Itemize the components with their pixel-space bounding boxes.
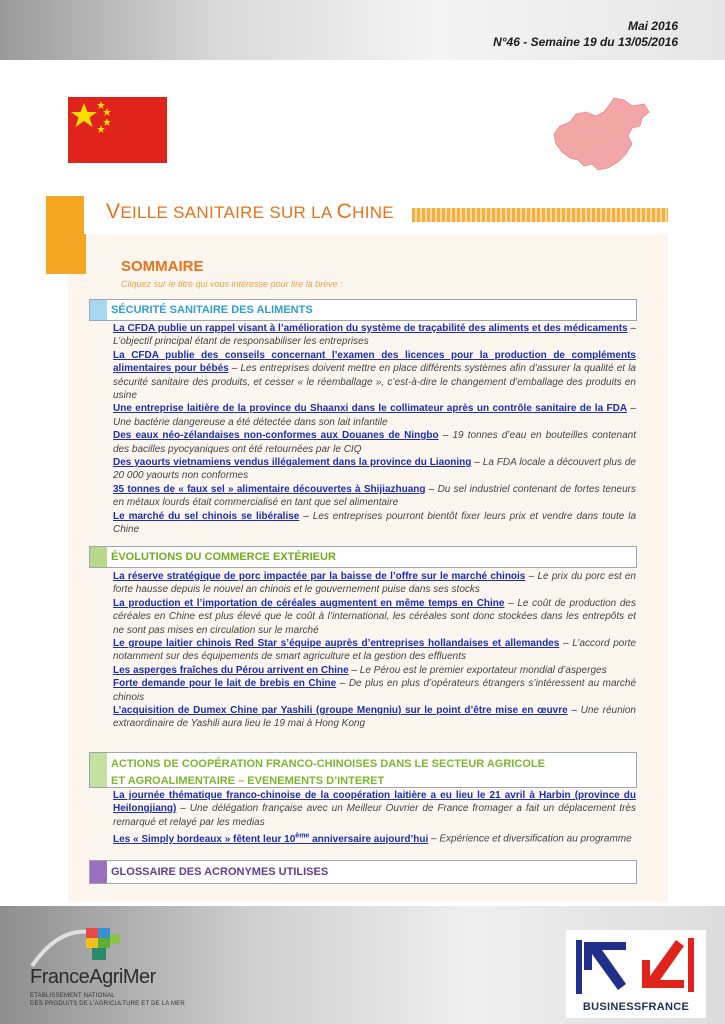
section-entries-food-safety — [113, 322, 636, 537]
entry-link[interactable]: L’acquisition de Dumex Chine par Yashili (groupe Mengniu) sur le point d’être mise en œuvre — [113, 705, 568, 717]
entry-link[interactable]: Les asperges fraîches du Pérou arrivent en Chine — [113, 664, 349, 676]
entry-link[interactable]: Le marché du sel chinois se libéralise — [113, 510, 300, 522]
title-cap-2: C — [336, 200, 353, 223]
entry-desc: Les entreprises pourront bientôt fixer leurs prix et vendre dans toute la Chine — [113, 510, 637, 536]
section-title-line-1: ACTIONS DE COOPÉRATION FRANCO-CHINOISES DANS LE SECTEUR AGRICOLE — [111, 758, 545, 770]
entry-sep: – — [567, 705, 581, 717]
entry-link[interactable]: La production et l’importation de céréales augmentent en même temps en Chine — [113, 597, 505, 609]
franceagrimer-sub-line-2: DES PRODUITS DE L’AGRICULTURE ET DE LA MER — [30, 1001, 185, 1007]
entry-sep: – — [348, 664, 360, 676]
franceagrimer-sub-line-1: ETABLISSEMENT NATIONAL — [30, 993, 115, 999]
entry-link[interactable]: Des eaux néo-zélandaises non-conformes aux Douanes de Ningbo — [113, 430, 439, 442]
entry-sep: – — [425, 483, 438, 495]
businessfrance-logo — [566, 930, 706, 1018]
china-map-icon — [552, 96, 652, 176]
list-item — [113, 704, 636, 731]
entry-desc: Une bactérie dangereuse a été détectée dans son lait infantile — [113, 416, 388, 428]
entry-link[interactable]: Des yaourts vietnamiens vendus illégalement dans la province du Liaoning — [113, 457, 472, 469]
issue-number: N°46 - Semaine 19 du 13/05/2016 — [493, 35, 678, 49]
entry-sep: – — [627, 323, 637, 334]
title-stripe-decoration — [412, 208, 668, 222]
list-item — [113, 483, 636, 510]
entry-sep: – — [504, 597, 518, 609]
entry-sep: – — [428, 833, 440, 845]
list-item — [113, 570, 636, 597]
page-title — [106, 200, 394, 224]
entry-link[interactable]: 35 tonnes de « faux sel » alimentaire découvertes à Shijiazhuang — [113, 483, 426, 495]
entry-link-part: Les « Simply bordeaux » fêtent leur 10 — [113, 833, 296, 845]
section-stripe — [90, 300, 107, 320]
entry-link[interactable] — [113, 834, 428, 845]
list-item — [113, 829, 636, 846]
entry-sep: – — [438, 430, 453, 442]
list-item — [113, 597, 636, 637]
list-item — [113, 510, 636, 537]
entry-sep: – — [228, 363, 241, 375]
sommaire-heading: SOMMAIRE — [121, 258, 204, 275]
entry-sep: – — [471, 457, 483, 469]
businessfrance-name: BUSINESSFRANCE — [582, 1001, 690, 1013]
china-flag-stars-icon — [68, 97, 167, 163]
entry-link[interactable]: La réserve stratégique de porc impactée par la baisse de l’offre sur le marché chinois — [113, 571, 526, 582]
section-title: ÉVOLUTIONS DU COMMERCE EXTÉRIEUR — [111, 551, 336, 563]
title-part-1: EILLE SANITAIRE SUR LA — [120, 203, 337, 222]
list-item — [113, 637, 636, 664]
entry-desc: Une réunion extraordinaire de Yashili aura lieu le 19 mai à Hong Kong — [113, 705, 636, 730]
entry-desc: Expérience et diversification au programme — [439, 833, 632, 845]
franceagrimer-subtitle — [30, 992, 185, 1008]
entry-link[interactable]: La CFDA publie un rappel visant à l’amélioration du système de traçabilité des aliments et des médicaments — [113, 323, 628, 334]
entry-link-sup: ème — [295, 832, 310, 840]
entry-desc: Les entreprises doivent mettre en place différents systèmes afin d’assurer la qualité et la sécurité sanitaire des produits, et cesser « le réemballage », c’est-à-dire le changement d’emballage des produits en usine — [113, 363, 636, 402]
section-header-cooperation[interactable] — [89, 752, 637, 788]
title-accent-block — [46, 196, 86, 274]
entry-desc: De plus en plus d’opérateurs étrangers s’intéressent au marché chinois — [113, 678, 637, 703]
section-header-glossary[interactable] — [89, 860, 637, 884]
section-stripe — [90, 861, 107, 883]
section-title — [111, 756, 545, 790]
title-cap-1: V — [106, 200, 121, 223]
list-item — [113, 322, 636, 349]
section-header-trade[interactable] — [89, 546, 637, 568]
list-item — [113, 664, 636, 677]
entry-sep: – — [627, 403, 636, 415]
entry-link-part: anniversaire aujourd’hui — [309, 833, 429, 845]
list-item — [113, 456, 636, 483]
entry-sep: – — [559, 638, 573, 650]
section-title: SÉCURITÉ SANITAIRE DES ALIMENTS — [111, 304, 313, 316]
entry-sep: – — [336, 678, 349, 690]
list-item — [113, 789, 636, 829]
china-flag — [68, 97, 167, 163]
section-entries-trade — [113, 570, 636, 731]
title-part-2: HINE — [352, 203, 394, 222]
entry-desc: Le prix du porc est en forte hausse depuis le nouvel an chinois et le gouvernement puise dans ses stocks — [113, 571, 636, 596]
sommaire-hint: Cliquez sur le titre qui vous intéresse pour lire la brève : — [121, 279, 343, 289]
issue-info — [493, 18, 678, 50]
entry-desc: 19 tonnes d’eau en bouteilles contenant des bacilles pyocyaniques ont été retournées par le CIQ — [113, 430, 637, 455]
list-item — [113, 402, 636, 429]
entry-sep: – — [299, 510, 313, 522]
entry-link[interactable]: La CFDA publie des conseils concernant l’examen des licences pour la production de compléments alimentaires pour bébés — [113, 349, 636, 375]
franceagrimer-name: FranceAgriMer — [30, 966, 156, 988]
entry-desc: L’objectif principal étant de responsabiliser les entreprises — [113, 336, 369, 348]
issue-date: Mai 2016 — [627, 19, 678, 33]
section-stripe — [90, 753, 107, 787]
section-title: GLOSSAIRE DES ACRONYMES UTILISES — [111, 866, 329, 878]
entry-desc: Du sel industriel contenant de fortes teneurs en métaux lourds était commercialisé en tant que sel alimentaire — [113, 483, 637, 509]
section-entries-cooperation — [113, 789, 636, 846]
list-item — [113, 349, 636, 403]
entry-link[interactable]: Forte demande pour le lait de brebis en Chine — [113, 678, 337, 690]
entry-desc: L’accord porte notamment sur des équipements de smart agriculture et la gestion des effluents — [113, 638, 636, 663]
entry-desc: Une délégation française avec un Meilleur Ouvrier de France fromager a fait un déplacement très remarqué et relayé par les medias — [113, 803, 636, 828]
entry-link[interactable]: Une entreprise laitière de la province du Shaanxi dans le collimateur après un contrôle sanitaire de la FDA — [113, 403, 628, 415]
entry-desc: Le Pérou est le premier exportateur mondial d’asperges — [359, 664, 607, 676]
businessfrance-arrows-icon — [566, 930, 706, 1000]
entry-link[interactable]: La journée thématique franco-chinoise de la coopération laitière a eu lieu le 21 avril à Harbin (province du Heilongjiang) — [113, 790, 636, 815]
entry-desc: Le coût de production des céréales en Chine est plus élevé que le coût à l’international, les céréales sont donc stockées dans les entrepôts et ne sont pas mises en circulation sur le marché — [113, 597, 636, 636]
entry-sep: – — [176, 803, 190, 815]
list-item — [113, 429, 636, 456]
list-item — [113, 677, 636, 704]
entry-desc: La FDA locale a découvert plus de 20 000 yaourts non conformes — [113, 457, 636, 482]
section-header-food-safety[interactable] — [89, 299, 637, 321]
title-accent-gap — [84, 196, 104, 234]
entry-sep: – — [525, 571, 538, 582]
franceagrimer-logo-icon — [28, 926, 148, 968]
entry-link[interactable]: Le groupe laitier chinois Red Star s’équipe auprès d’entreprises hollandaises et allemandes — [113, 638, 560, 650]
section-title-line-2: ET AGROALIMENTAIRE – EVENEMENTS D’INTERET — [111, 775, 385, 787]
section-stripe — [90, 547, 107, 567]
